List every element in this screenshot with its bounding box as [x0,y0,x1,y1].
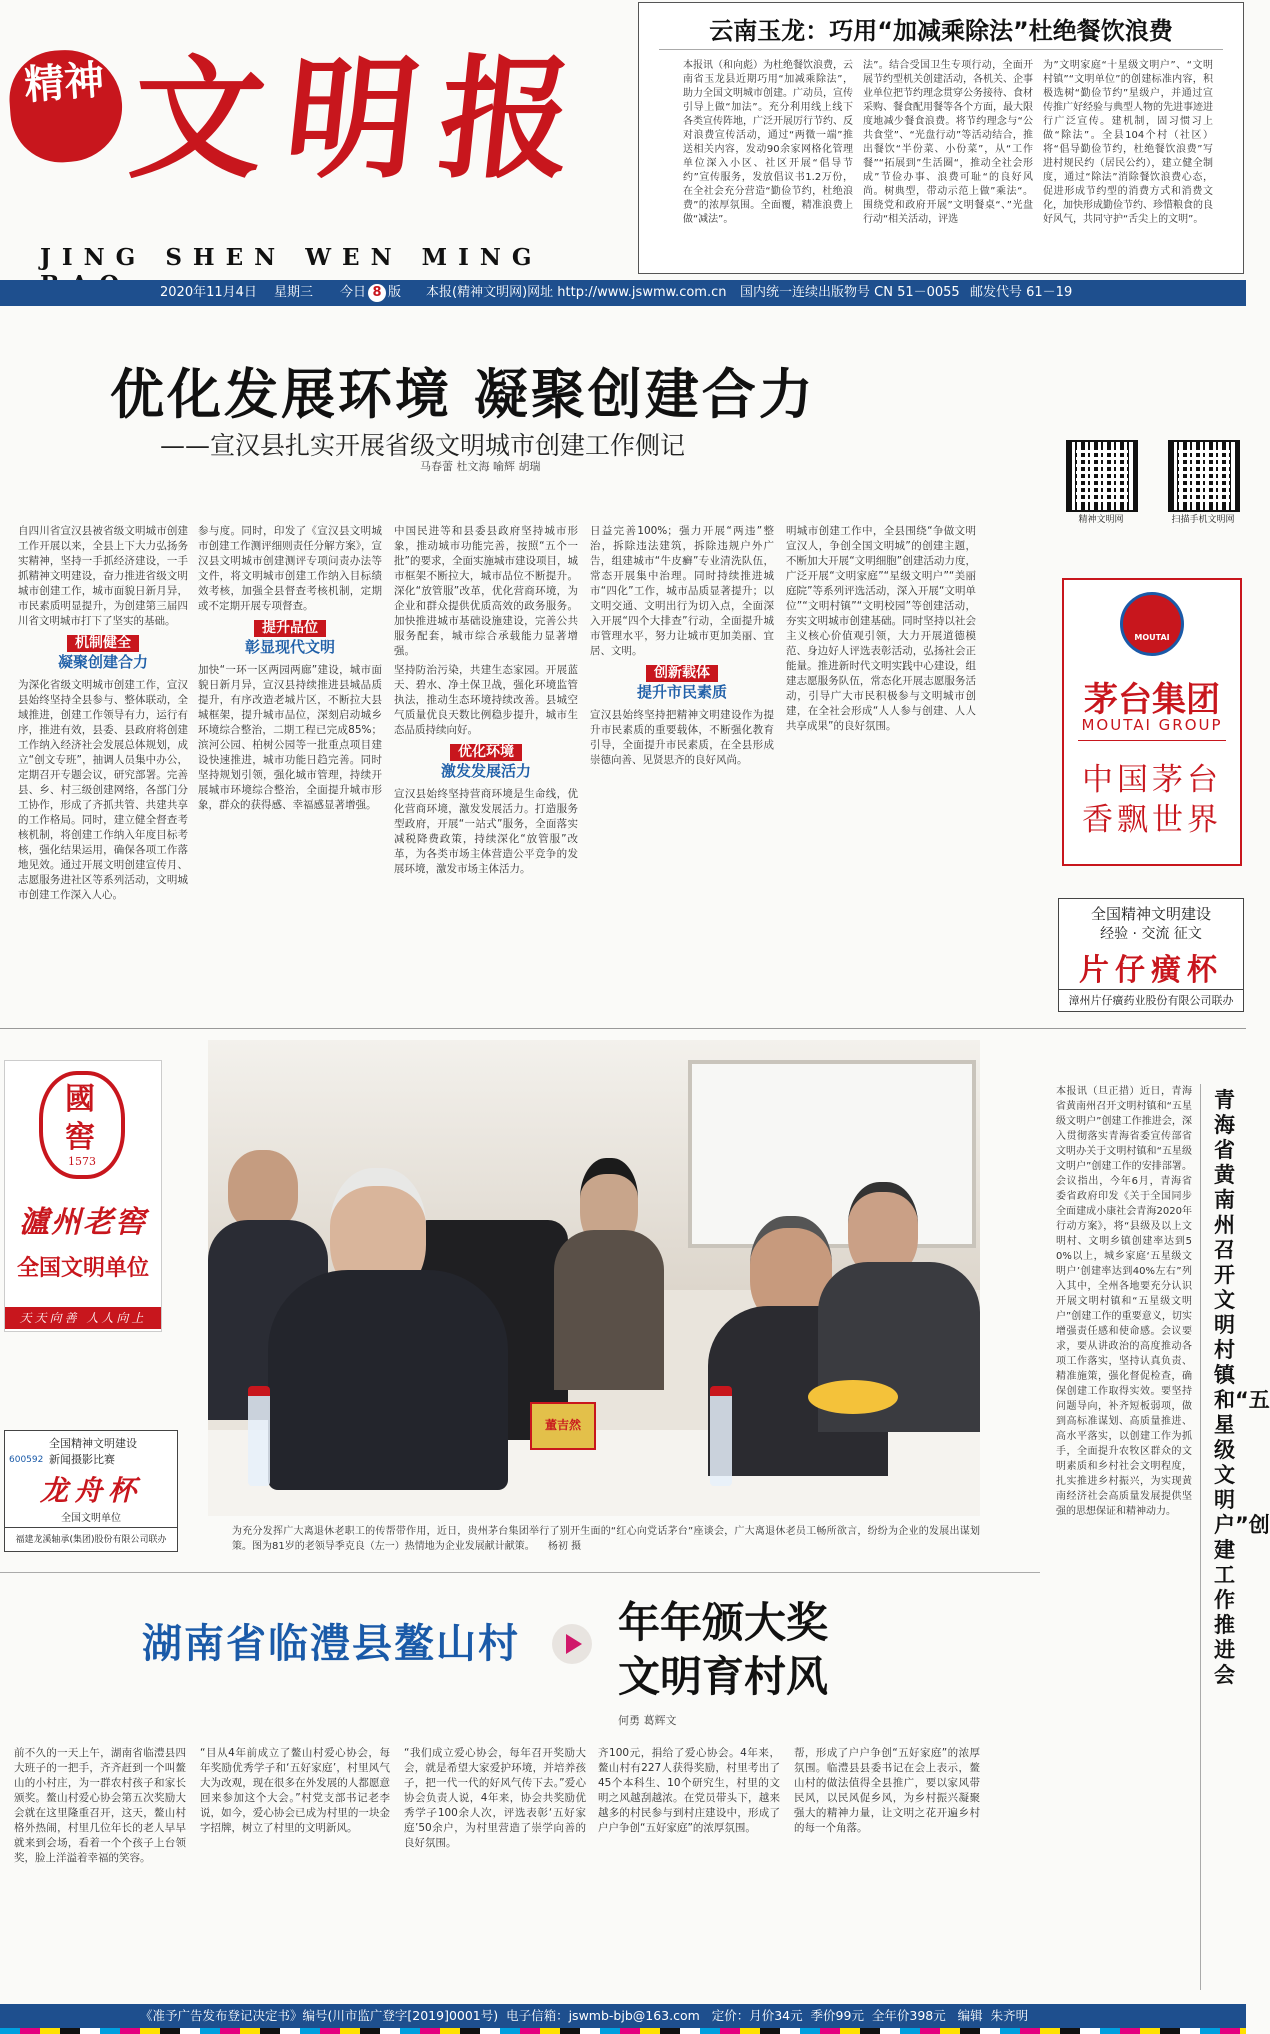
pzh-ad-top: 全国精神文明建设 [1090,905,1211,923]
top-story-box [638,2,1244,274]
guojiao-title: 全国文明单位 [16,1255,149,1281]
moutai-logo-text: MOUTAI [1134,633,1170,642]
guojiao-seal-year: 1573 [68,1155,96,1168]
moutai-ad-rule [1078,740,1226,741]
bottom-arrow-icon [566,1634,582,1654]
longzhou-name: 龙舟杯 [39,1474,142,1507]
dateline-bar [0,280,1246,306]
guojiao-seal [39,1071,125,1179]
bottom-col-5: 帮，形成了户户争创“五好家庭”的浓厚氛围。临澧县县委书记在会上表示，鳌山村的做法值得全县推广，要以家风带民风，以民风促乡风，为乡村振兴凝聚强大的精神力量，让文明之花开遍乡村的每一个角落。 [794,1747,980,1834]
lead-col-3 [394,524,578,1020]
lead-subhead-3-red: 优化环境 [450,744,522,761]
qr-code-right[interactable] [1168,440,1240,512]
lead-subhead: ——宣汉县扎实开展省级文明城市创建工作侧记 [160,431,686,460]
guojiao-seal-text: 國窖 [65,1082,95,1155]
qr-code-left[interactable] [1066,440,1138,512]
lead-headline: 优化发展环境 凝聚创建合力 [110,363,816,426]
moutai-logo [1120,592,1184,656]
lead-subhead-3-blue: 激发发展活力 [440,762,531,780]
side-story-headline: 青海省黄南州召开文明村镇和“五星级文明户”创建工作推进会 [1214,1088,1270,1687]
bottom-place: 湖南省临澧县鳌山村 [142,1621,520,1667]
masthead-pinyin: JING SHEN WEN MING [40,244,543,271]
dateline-pages-prefix: 今日 [340,285,367,300]
section-divider [0,1028,1246,1029]
pzh-ad-company: 漳州片仔癀药业股份有限公司联办 [1059,989,1243,1008]
lead-subhead-2-red: 提升品位 [254,620,326,637]
lead-para-5: 中国民进等和县委县政府坚持城市形象，推动城市功能完善，按照“五个一批”的要求，全面实施城市建设项目，城市框架不断拉大，城市品位不断提升。深化“放管服”改革，优化营商环境，为企业和群众提供优质高效的政务服务。加快推进城市基础设施建设，完善公共服务配套，城市综合承载能力显著增强。 [394,525,578,657]
masthead [0,0,630,276]
dateline-website: 本报(精神文明网)网址 http://www.jswmw.com.cn [426,285,727,300]
lead-col-1 [18,524,188,1020]
dateline-pages-suffix: 版 [388,285,402,300]
lead-subhead-4 [590,665,774,700]
lead-para-8: 日益完善100%；强力开展“两违”整治，拆除违法建筑，拆除违规户外广告，组建城市“牛皮癣”专业清洗队伍，常态开展集中治理。同时持续推进城市“四化”工作，城市品质显著提升；以文明交通、文明出行为切入点，全面深入开展“四个大排查”行动，全面提升城市管理水平，努力让城市更加美丽、宜居、文明。 [590,525,774,657]
pzh-ad-sub: 经验 · 交流 征文 [1100,926,1202,942]
lead-col-5: 明城市创建工作中，全县围绕“争做文明宣汉人，争创全国文明城”的创建主题，不断加大开展“文明细胞”创建活动力度，广泛开展“文明家庭”“星级文明户”“美丽庭院”等系列评选活动，深入开展“文明单位”“文明村镇”“文明校园”等创建活动，夯实文明城市创建基础。同时坚持以社会主义核心价值观引领，大力开展道德模范、身边好人评选表彰活动，弘扬社会正能量。推进新时代文明实践中心建设，组建志愿服务队伍，常态化开展志愿服务活动，引导广大市民积极参与文明城市创建，在全社会形成“人人参与创建、人人共享成果”的良好氛围。 [786,525,976,732]
dateline-cn: 国内统一连续出版物号 CN 51－0055 [740,285,960,300]
masthead-seal-text: 精神 [22,56,106,109]
lead-subhead-2-blue: 彰显现代文明 [244,638,335,656]
bottom-col-2: “目从4年前成立了鳌山村爱心协会，每年奖励优秀学子和‘五好家庭’，村里风气大为改观，现在很多在外发展的人都愿意回来参加这个大会。”村党支部书记老李说，如今，爱心协会已成为村里的一块金字招牌，树立了村里的文明新风。 [200,1747,390,1834]
lead-para-3: 参与度。同时，印发了《宣汉县文明城市创建工作测评细则责任分解方案》，宣汉县文明城市创建测评专项问责办法等文件，将文明城市创建工作纳入目标绩效考核，加强全县督查考核机制，定期或不定期开展专项督查。 [198,525,382,612]
photo-person-main-body [268,1270,508,1490]
qr-label-right: 扫描手机文明网 [1171,515,1235,525]
color-bar [0,2028,1246,2034]
masthead-title: 文明报 [123,42,603,197]
longzhou-stock: 600592 [9,1455,44,1465]
photo-person-woman-body [554,1230,664,1390]
photo-credit: 杨初 摄 [547,1541,582,1552]
top-story-headline: 云南玉龙：巧用“加减乘除法”杜绝餐饮浪费 [709,17,1173,45]
lead-para-6: 坚持防治污染，共建生态家园。开展蓝天、碧水、净土保卫战，强化环境监管执法，推动生态环境持续改善。县城空气质量优良天数比例稳步提升，城市生态品质持续向好。 [394,664,578,736]
qr-label-left: 精神文明网 [1078,515,1124,525]
guojiao-ad[interactable] [4,1060,162,1332]
top-story-col-3: 为”文明家庭“十星级文明户”、“文明村镇”“文明单位”的创建标准内容，积极选树“勤俭节约”星级户，并通过宣传推广好经验与典型人物的先进事迹进行广泛宣传。建机制，固习惯习上做“除法”。全县104个村（社区）将“倡导勤俭节约，杜绝餐饮浪费”写进村规民约（居民公约），建立健全制度，通过“除法”消除餐饮浪费心态，促进形成节约型的消费方式和消费文化，加快形成勤俭节约、珍惜粮食的良好风气，共同守护“舌尖上的文明”。 [1043,60,1213,225]
photo-name-sign-text: 董吉然 [544,1418,581,1432]
side-story-body: 本报讯（旦正措）近日，青海省黄南州召开文明村镇和“五星级文明户”创建工作推进会，深入贯彻落实青海省委宣传部省文明办关于文明村镇和“五星级文明户”创建工作的安排部署。会议指出，今年6月，青海省委省政府印发《关于全国同步全面建成小康社会青海2020年行动方案》，将“县级及以上文明村、文明乡镇创建率达到50%以上，城乡家庭‘五星级文明户’创建率达到40%左右”列入其中，全州各地要充分认识开展文明村镇和“五星级文明户”创建工作的重要意义，切实增强责任感和使命感。会议要求，要从讲政治的高度推动各项工作落实，坚持认真负责、精准施策，强化督促检查，确保创建工作取得实效。要坚持问题导向，补齐短板弱项，做到高标准谋划、高质量推进、高水平落实，以创建工作为抓手，全面提升农牧区群众的文明素质和乡村社会文明程度，扎实推进乡村振兴，为实现黄南经济社会高质量发展提供坚强的思想保证和精神动力。 [1056,1086,1192,1517]
dateline-weekday: 星期三 [274,285,314,300]
photo-window [688,1060,976,1248]
moutai-slogan-1: 中国茅台 [1082,762,1222,798]
footer-text: 《准予广告发布登记决定书》编号(川市监广登字[2019]0001号) 电子信箱：jswmb-bjb@163.com 定价：月价34元 季价99元 全年价398元 编辑 朱齐明 [140,2008,1029,2023]
lead-subhead-4-red: 创新载体 [646,665,718,682]
photo-name-sign [530,1402,596,1450]
longzhou-company: 福建龙溪轴承(集团)股份有限公司联办 [5,1527,177,1545]
bottom-story-rule-left [0,1572,1040,1573]
lead-subhead-4-blue: 提升市民素质 [636,683,727,701]
dateline-pages-number: 8 [368,284,386,302]
lead-col-2 [198,524,382,1020]
photo-fruit-plate [808,1380,898,1414]
top-story-rule [659,49,1223,50]
lead-byline: 马春蕾 杜文海 喻辉 胡瑞 [420,460,541,473]
side-story-rule [1200,1084,1201,1990]
longzhou-sub: 新闻摄影比赛 [49,1453,115,1466]
longzhou-top: 全国精神文明建设 [49,1437,137,1450]
moutai-slogan-2: 香飘世界 [1082,802,1222,838]
news-photo[interactable] [208,1040,980,1516]
dateline-date: 2020年11月4日 [160,285,257,300]
longzhou-ad[interactable] [4,1430,178,1552]
bottom-headline: 年年颁大奖 文明育村风 [618,1598,829,1701]
dateline-pages [340,280,401,306]
lead-last-col: 宣汉县始终坚持把精神文明建设作为提升市民素质的重要载体，不断强化教育引导，全面提升市民素质，在全县形成崇德向善、见贤思齐的良好风尚。 [590,709,774,766]
photo-bottle-2 [710,1386,732,1486]
moutai-ad[interactable] [1062,578,1242,866]
photo-caption-text: 为充分发挥广大离退休老职工的传帮带作用，近日，贵州茅台集团举行了别开生面的“红心向党话茅台”座谈会，广大离退休老员工畅所欲言，纷纷为企业的发展出谋划策。图为81岁的老领导季克良（左一）热情地为企业发展献计献策。 [232,1526,980,1552]
bottom-col-1: 前不久的一天上午，湖南省临澧县四大班子的一把手，齐齐赶到一个叫鳌山的小村庄，为一群农村孩子和家长颁奖。鳌山村爱心协会第五次奖励大会就在这里隆重召开，这天，鳌山村格外热闹，村里几位年长的老人早早就来到会场，看着一个个孩子上台领奖，脸上洋溢着幸福的笑容。 [14,1747,186,1864]
lead-para-1: 自四川省宣汉县被省级文明城市创建工作开展以来，全县上下大力弘扬务实精神，坚持一手抓经济建设，一手抓精神文明建设，奋力推进省级文明城市创建工作，城市面貌日新月异，市民素质明显提升，为创建第三届四川省文明城市打下了坚实的基础。 [18,525,188,627]
lead-subhead-1-blue: 凝聚创建合力 [57,653,148,671]
photo-person-left [228,1150,298,1230]
longzhou-unit: 全国文明单位 [61,1513,121,1524]
lead-subhead-1-red: 机制健全 [67,635,139,652]
lead-subhead-3 [394,744,578,779]
lead-para-2: 为深化省级文明城市创建工作，宣汉县始终坚持全县参与、整体联动，全域推进，创建工作领导有力，运行有序，推进有效，县委、县政府将创建工作纳入经济社会发展总体规划，成立“创文专班”，抽调人员集中办公，定期召开专题会议，研究部署。完善县、乡、村三级创建网络，各部门分工协作，形成了齐抓共管、共建共享的工作格局。同时，建立健全督查考核机制，将创建工作纳入年度目标考核，强化结果运用，确保各项工作落地见效。通过开展文明创建宣传月、志愿服务进社区等系列活动，文明城市创建工作深入人心。 [18,679,188,901]
masthead-seal [6,46,126,166]
top-story-col-1: 本报讯（和向彪）为杜绝餐饮浪费，云南省玉龙县近期巧用“加减乘除法”，助力全国文明城市创建。广动员，宣传引导上做“加法”。充分利用线上线下各类宣传阵地，广泛开展厉行节约、反对浪费宣传活动，通过“两微一端”推送相关内容，发动90余家网格化管理单位深入小区、社区开展“倡导节约”宣传服务，发放倡议书1.2万份，在全社会充分营造“勤俭节约，杜绝浪费”的浓厚氛围。全面覆，精准浪费上做“减法”。 [683,60,853,225]
moutai-brand-en: MOUTAI GROUP [1081,716,1223,734]
lead-col-4 [590,524,774,1020]
photo-caption [232,1524,980,1558]
bottom-col-4: 齐100元，捐给了爱心协会。4年来，鳌山村有227人获得奖励，村里考出了45个本科生、10个研究生，村里的文明之风越刮越浓。在党员带头下，越来越多的村民参与到村庄建设中，形成了户户争创“五好家庭”的浓厚氛围。 [598,1747,780,1834]
footer-bar [0,2004,1246,2028]
lead-subhead-2 [198,620,382,655]
bottom-col-3: “我们成立爱心协会，每年召开奖励大会，就是希望大家爱护环境，并培养孩子，把一代一代的好风气传下去。”爱心协会负责人说，4年来，协会共奖励优秀学子100余人次，评选表彰‘五好家庭’50余户，为村里营造了崇学向善的良好氛围。 [404,1747,586,1849]
lead-subhead-1 [18,635,188,670]
top-story-col-2: 法”。结合受国卫生专项行动，全面开展节约型机关创建活动，各机关、企事业单位把节约理念贯穿公务接待、食材采购、餐食配用餐等各个方面，最大限度地减少餐食浪费。将节约理念与“公共食堂”、“光盘行动”等活动结合，推出餐饮“半份菜、小份菜”，从“工作餐”“拓展到”生活圈“，推动全社会形成”节俭办事、浪费可耻“的良好风尚。树典型，带动示范上做”乘法“。围绕党和政府开展”文明餐桌“、”光盘行动“相关活动，评选 [863,60,1033,225]
photo-bottle-1 [248,1386,270,1486]
pzh-ad[interactable] [1058,898,1244,1012]
moutai-brand: 茅台集团 [1084,680,1220,720]
guojiao-slogan: 天天向善 人人向上 [5,1307,161,1329]
dateline-postal: 邮发代号 61－19 [970,285,1073,300]
bottom-byline: 何勇 葛辉文 [618,1714,677,1727]
lead-para-7: 宣汉县始终坚持营商环境是生命线，优化营商环境，激发发展活力。打造服务型政府，开展“一站式”服务，全面落实减税降费政策，持续深化“放管服”改革，为各类市场主体营造公平竞争的发展环境，激发市场主体活力。 [394,788,578,875]
pzh-ad-name: 片仔癀杯 [1079,953,1223,988]
lead-para-4: 加快“一环一区两园两廊”建设，城市面貌日新月异，宣汉县持续推进县城品质提升，有序改造老城片区，不断拉大县城框架，提升城市品位，深刻启动城乡环境综合整治，二期工程已完成85%；滨河公园、柏树公园等一批重点项目建设快速推进，城市功能日趋完善。同时坚持规划引领，强化城市管理，持续开展城市环境综合整治，全面提升城市形象，群众的获得感、幸福感显著增强。 [198,664,382,811]
guojiao-brand: 瀘州老窖 [19,1205,147,1240]
